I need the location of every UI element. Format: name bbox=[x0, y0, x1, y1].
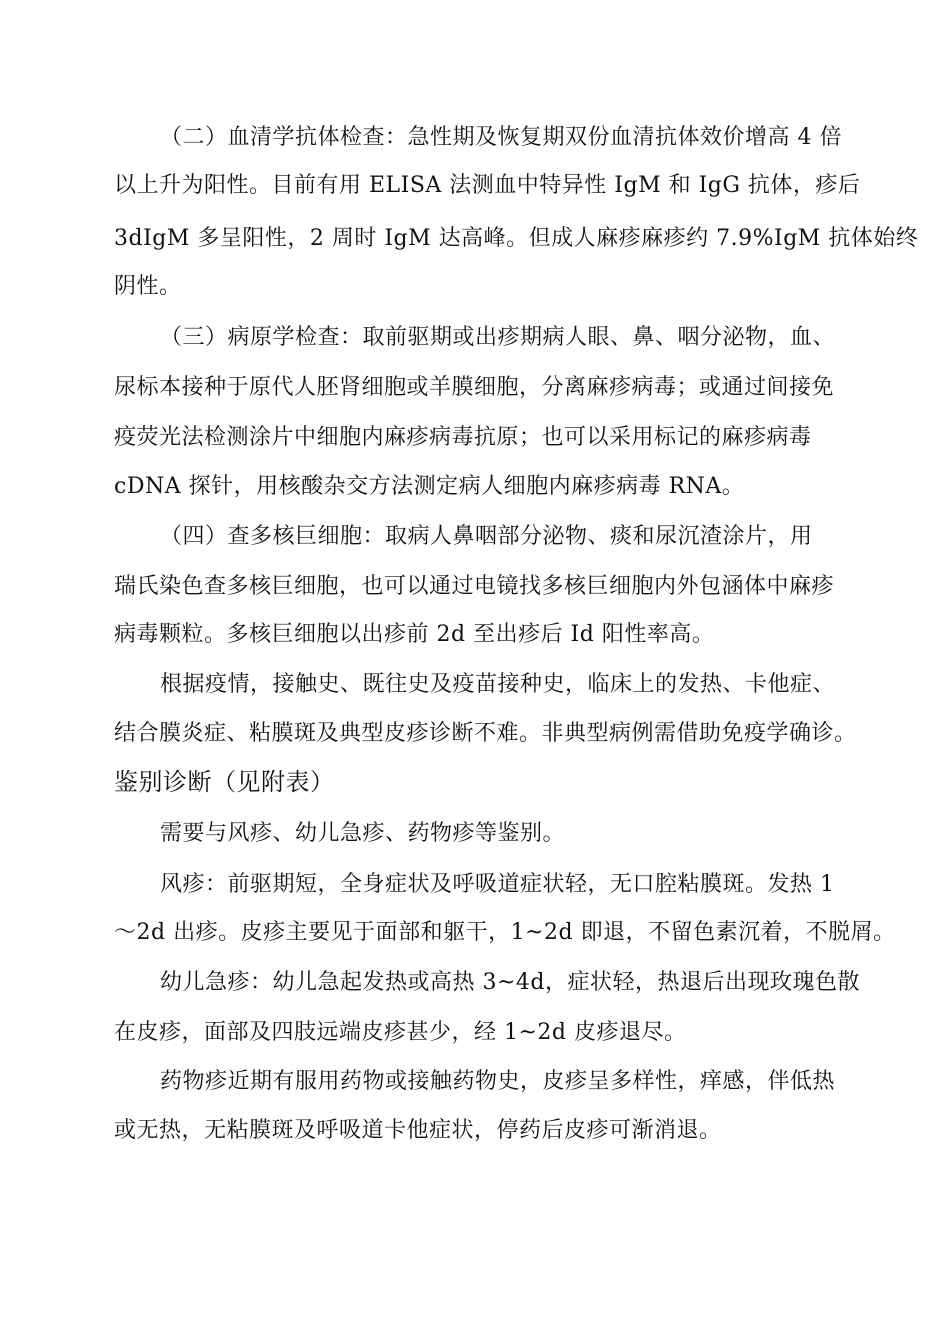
paragraph-line: 3dIgM 多呈阳性，2 周时 IgM 达高峰。但成人麻疹麻疹约 7.9%IgM 抗体始终 bbox=[114, 226, 919, 251]
paragraph-line: 疫荧光法检测涂片中细胞内麻疹病毒抗原；也可以采用标记的麻疹病毒 bbox=[114, 425, 812, 450]
paragraph-line: （三）病原学检查：取前驱期或出疹期病人眼、鼻、咽分泌物，血、 bbox=[160, 325, 836, 350]
paragraph-line: （二）血清学抗体检查：急性期及恢复期双份血清抗体效价增高 4 倍 bbox=[160, 125, 842, 150]
paragraph-line: cDNA 探针，用核酸杂交方法测定病人细胞内麻疹病毒 RNA。 bbox=[114, 474, 745, 499]
paragraph-line: （四）查多核巨细胞：取病人鼻咽部分泌物、痰和尿沉渣涂片，用 bbox=[160, 524, 813, 549]
paragraph-line: 结合膜炎症、粘膜斑及典型皮疹诊断不难。非典型病例需借助免疫学确诊。 bbox=[114, 721, 857, 746]
paragraph-line: 病毒颗粒。多核巨细胞以出疹前 2d 至出疹后 Id 阳性率高。 bbox=[114, 622, 715, 647]
section-heading: 鉴别诊断（见附表） bbox=[114, 768, 335, 796]
paragraph-line: 或无热，无粘膜斑及呼吸道卡他症状，停药后皮疹可渐消退。 bbox=[114, 1118, 722, 1143]
paragraph-line: 〜2d 出疹。皮疹主要见于面部和躯干，1~2d 即退，不留色素沉着，不脱屑。 bbox=[114, 920, 896, 945]
paragraph-line: 在皮疹，面部及四肢远端皮疹甚少，经 1~2d 皮疹退尽。 bbox=[114, 1020, 687, 1045]
paragraph-line: 药物疹近期有服用药物或接触药物史，皮疹呈多样性，痒感，伴低热 bbox=[160, 1069, 836, 1094]
paragraph-line: 尿标本接种于原代人胚肾细胞或羊膜细胞，分离麻疹病毒；或通过间接免 bbox=[114, 375, 835, 400]
paragraph-line: 幼儿急疹：幼儿急起发热或高热 3~4d，症状轻，热退后出现玫瑰色散 bbox=[160, 970, 861, 995]
paragraph-line: 阴性。 bbox=[114, 274, 182, 299]
paragraph-line: 风疹：前驱期短，全身症状及呼吸道症状轻，无口腔粘膜斑。发热 1 bbox=[160, 872, 835, 897]
paragraph-line: 以上升为阳性。目前有用 ELISA 法测血中特异性 IgM 和 IgG 抗体，疹后 bbox=[114, 173, 861, 198]
paragraph-line: 根据疫情，接触史、既往史及疫苗接种史，临床上的发热、卡他症、 bbox=[160, 672, 836, 697]
paragraph-line: 需要与风疹、幼儿急疹、药物疹等鉴别。 bbox=[160, 821, 566, 846]
paragraph-line: 瑞氏染色查多核巨细胞，也可以通过电镜找多核巨细胞内外包涵体中麻疹 bbox=[114, 574, 835, 599]
